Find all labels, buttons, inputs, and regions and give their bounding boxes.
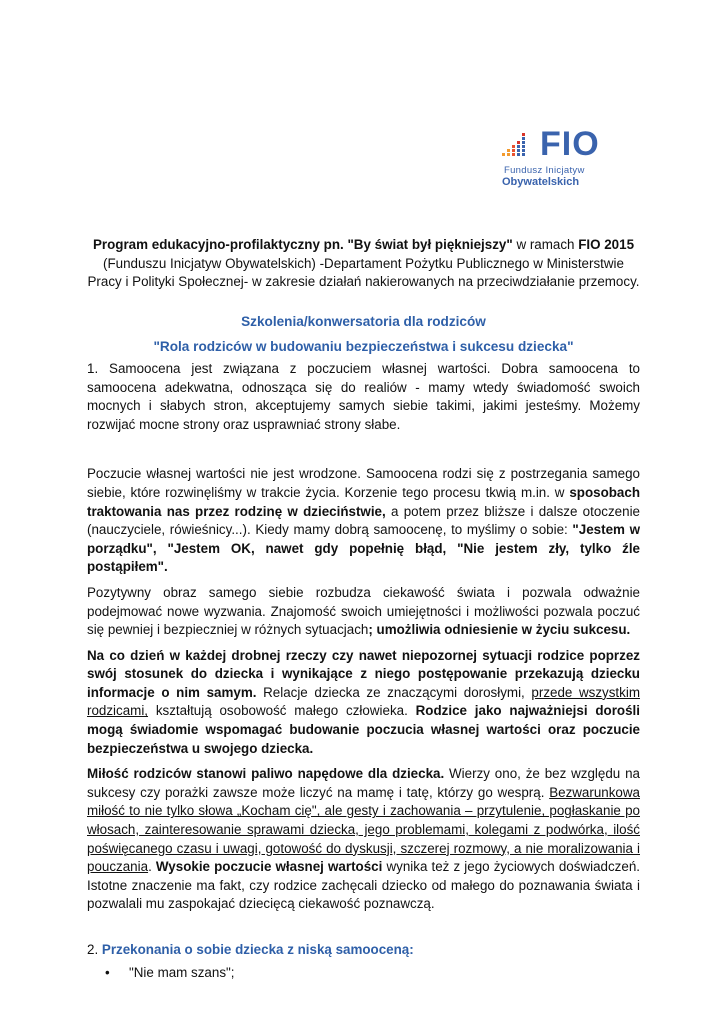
logo-subtitle-line2: Obywatelskich: [502, 176, 580, 188]
p5-text-1: Wierzy ono, że bez względu na sukcesy czy porażki zawsze może liczyć na mamę i tatę, którzy go wesprą.: [87, 766, 640, 800]
p5-text-2: .: [148, 859, 156, 875]
p4-bold-2: Rodzice jako najważniejsi dorośli mogą świadomie wspomagać budowanie poczucia własnej wartości oraz poczucie bezpieczeństwa u swojego dziecka.: [87, 703, 640, 756]
intro-department: (Funduszu Inicjatyw Obywatelskich) -Departament Pożytku Publicznego w Ministerstwie Pracy i Polityki Społecznej- w zakresie działań nakierowanych na przeciwdziałanie przemocy.: [87, 255, 640, 290]
document-body: [87, 236, 640, 982]
logo-subtitle-line1: Fundusz Inicjatyw: [504, 165, 585, 176]
p5-underline-1: Bezwarunkowa miłość to nie tylko słowa „Kocham cię", ale gesty i zachowania – przytulenie, pogłaskanie po włosach, zainteresowanie sprawami dziecka, jego problemami, kolegami z podwórka, ilość poświęcanego czasu i uwagi, gotowość do dyskusji, szczerej rozmowy, a nie moralizowania i pouczania: [87, 784, 640, 875]
p5-bold-1: Miłość rodziców stanowi paliwo napędowe dla dziecka.: [87, 766, 445, 782]
intro-paragraph: [87, 236, 640, 292]
p5-text-3: wynika też z jego życiowych doświadczeń. Istotne znaczenie ma fakt, czy rodzice zachęcali dziecko od małego do poznawania świata i pozwalali mu zaspokajać dziecięcą ciekawość poznawczą.: [87, 859, 640, 912]
list-item-text: "Nie mam szans";: [129, 964, 235, 980]
fio-year: FIO 2015: [578, 237, 635, 252]
list-item: [87, 964, 640, 983]
heading-title: "Rola rodziców w budowaniu bezpieczeństwa i sukcesu dziecka": [153, 339, 574, 355]
p3-text-1: Pozytywny obraz samego siebie rozbudza ciekawość świata i pozwala odważnie podejmować nowe wyzwania. Znajomość swoich umiejętności i możliwości pozwala poczuć się pewniej i bezpieczniej w różnych sytuacjach: [87, 584, 640, 638]
paragraph-parents-love: [87, 765, 640, 914]
p2-text-1: Poczucie własnej wartości nie jest wrodzone. Samoocena rodzi się z postrzegania samego siebie, które rozwinęliśmy w trakcie życia. Korzenie tego procesu tkwią m.in. w: [87, 466, 640, 500]
p4-text-2: kształtują osobowość małego człowieka.: [148, 703, 416, 719]
p2-text-2: a potem przez bliższe i dalsze otoczenie (nauczyciele, rówieśnicy...). Kiedy mamy dobrą samoocenę, to myślimy o sobie:: [87, 503, 641, 538]
heading-trainings: Szkolenia/konwersatoria dla rodziców: [241, 313, 486, 329]
p3-bold-1: ; umożliwia odniesienie w życiu sukcesu.: [368, 622, 631, 638]
paragraph-positive-image: [87, 584, 640, 640]
section-2-title: Przekonania o sobie dziecka z niską samooceną:: [101, 942, 414, 957]
section-2-heading: [87, 941, 640, 960]
bullet-icon: •: [105, 964, 110, 980]
fio-logo: [500, 125, 620, 191]
p4-text-1: Relacje dziecka ze znaczącymi dorosłymi,: [256, 684, 532, 700]
p2-bold-2: "Jestem w porządku", "Jestem OK, nawet gdy popełnię błąd, "Nie jestem zły, tylko źle postąpiłem".: [87, 522, 640, 575]
paragraph-self-worth: [87, 465, 640, 577]
intro-text: w ramach: [512, 237, 579, 252]
paragraph-self-esteem: 1. Samoocena jest związana z poczuciem własnej wartości. Dobra samoocena to samoocena adekwatna, odnosząca się do realiów - mamy wtedy świadomość swoich mocnych i słabych stron, akceptujemy samych siebie takimi, jakimi jesteśmy. Możemy rozwijać mocne strony oraz usprawniać strony słabe.: [87, 360, 640, 432]
p4-underline-1: przede wszystkim rodzicami,: [87, 684, 640, 719]
p2-bold-1: sposobach traktowania nas przez rodzinę w dzieciństwie,: [87, 484, 640, 519]
paragraph-parents-role: [87, 647, 640, 759]
section-2-number: 2.: [87, 942, 102, 957]
beliefs-list: [87, 964, 640, 983]
fio-dots-logo-icon: [500, 129, 536, 159]
p4-bold-1: Na co dzień w każdej drobnej rzeczy czy nawet niepozornej sytuacji rodzice poprzez swój stosunek do dziecka i wynikające z niego postępowanie przekazują dziecku informacje o nim samym.: [87, 647, 640, 700]
logo-title: FIO: [540, 125, 600, 163]
p5-bold-2: Wysokie poczucie własnej wartości: [155, 859, 383, 875]
program-name: Program edukacyjno-profilaktyczny pn. "By świat był piękniejszy": [92, 237, 513, 252]
